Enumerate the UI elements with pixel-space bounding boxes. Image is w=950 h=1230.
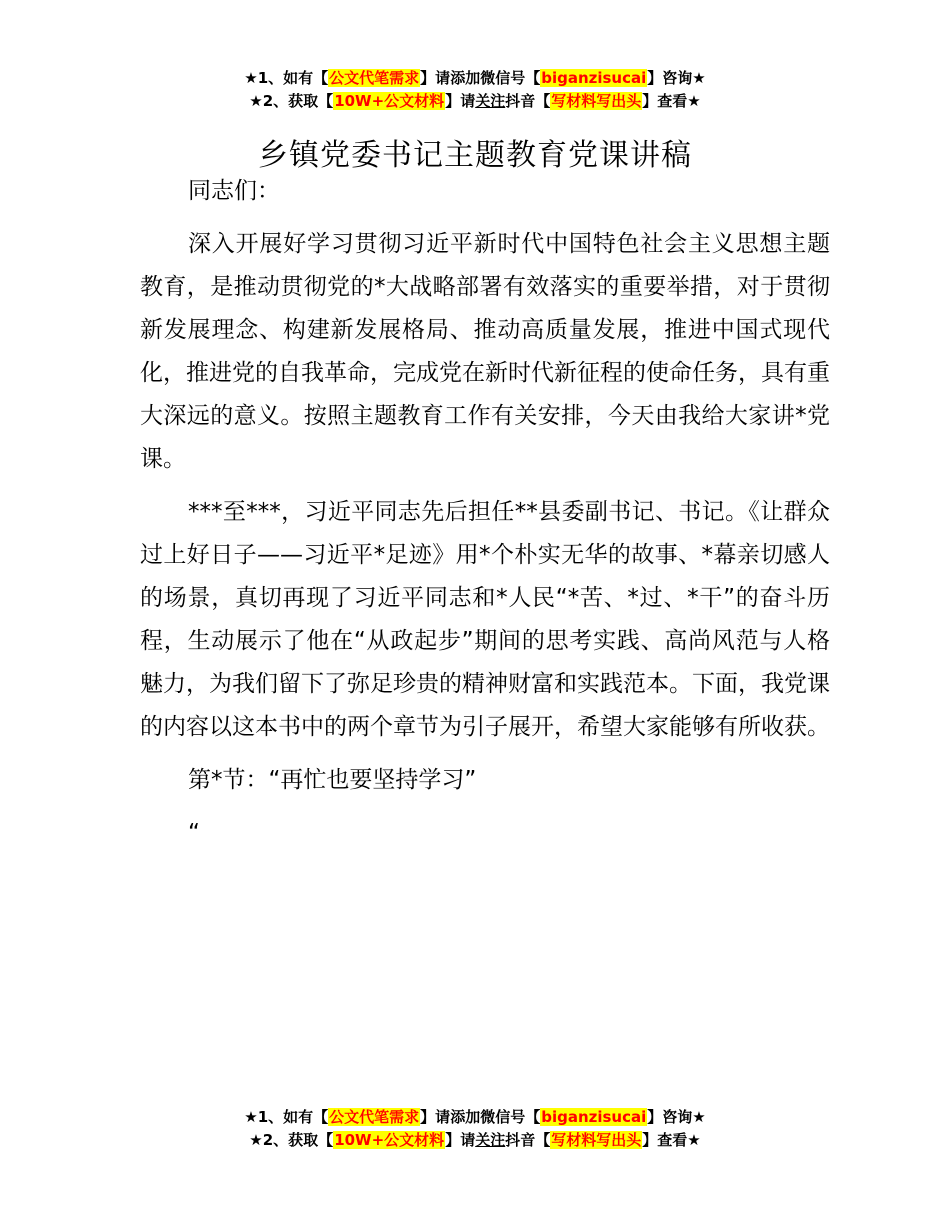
- banner-text: 微信号【: [480, 1108, 541, 1126]
- banner-line-1: [0, 1106, 950, 1129]
- banner-text: 关注: [475, 92, 506, 110]
- banner-text: 】查看★: [642, 1131, 701, 1149]
- banner-text: ★1、如有【: [244, 1108, 329, 1126]
- section-heading: 第*节：“再忙也要坚持学习”: [188, 767, 477, 793]
- header-banner: [0, 67, 950, 113]
- banner-text: 关注: [475, 1131, 506, 1149]
- banner-line-1: [0, 67, 950, 90]
- banner-line-2: [0, 1129, 950, 1152]
- banner-highlight: 10W+公文材料: [334, 1131, 445, 1149]
- banner-highlight: 写材料写出头: [551, 92, 642, 110]
- banner-text: 】查看★: [642, 92, 701, 110]
- banner-text: 抖音【: [505, 1131, 551, 1149]
- paragraph: 深入开展好学习贯彻习近平新时代中国特色社会主义思想主题教育，是推动贯彻党的*大战略部署有效落实的重要举措，对于贯彻新发展理念、构建新发展格局、推动高质量发展，推进中国式现代化，推进党的自我革命，完成党在新时代新征程的使命任务，具有重大深远的意义。按照主题教育工作有关安排，今天由我给大家讲*党课。: [140, 231, 830, 472]
- banner-highlight: 写材料写出头: [551, 1131, 642, 1149]
- banner-highlight: biganzisucai: [541, 69, 647, 87]
- document-body: [140, 170, 830, 865]
- banner-text: ★1、如有【: [244, 69, 329, 87]
- banner-text: 添加: [450, 69, 481, 87]
- banner-highlight: 公文代笔需求: [329, 1108, 420, 1126]
- banner-text: 】请: [445, 92, 476, 110]
- banner-text: 】请: [420, 69, 451, 87]
- banner-text: 添加: [450, 1108, 481, 1126]
- banner-text: 】请: [445, 1131, 476, 1149]
- banner-text: 微信号【: [480, 69, 541, 87]
- banner-highlight: biganzisucai: [541, 1108, 647, 1126]
- banner-text: 】咨询★: [647, 1108, 706, 1126]
- paragraph: “: [188, 820, 200, 846]
- banner-text: ★2、获取【: [249, 1131, 334, 1149]
- banner-text: 】请: [420, 1108, 451, 1126]
- footer-banner: [0, 1106, 950, 1152]
- banner-text: ★2、获取【: [249, 92, 334, 110]
- banner-text: 抖音【: [505, 92, 551, 110]
- document-title: 乡镇党委书记主题教育党课讲稿: [258, 138, 692, 174]
- banner-highlight: 公文代笔需求: [329, 69, 420, 87]
- salutation: 同志们：: [188, 178, 280, 204]
- banner-line-2: [0, 90, 950, 113]
- banner-text: 】咨询★: [647, 69, 706, 87]
- banner-highlight: 10W+公文材料: [334, 92, 445, 110]
- paragraph: ***至***，习近平同志先后担任**县委副书记、书记。《让群众过上好日子——习近平*足迹》用*个朴实无华的故事、*幕亲切感人的场景，真切再现了习近平同志和*人民“*苦、*过、*干”的奋斗历程，生动展示了他在“从政起步”期间的思考实践、高尚风范与人格魅力，为我们留下了弥足珍贵的精神财富和实践范本。下面，我党课的内容以这本书中的两个章节为引子展开，希望大家能够有所收获。: [140, 499, 830, 740]
